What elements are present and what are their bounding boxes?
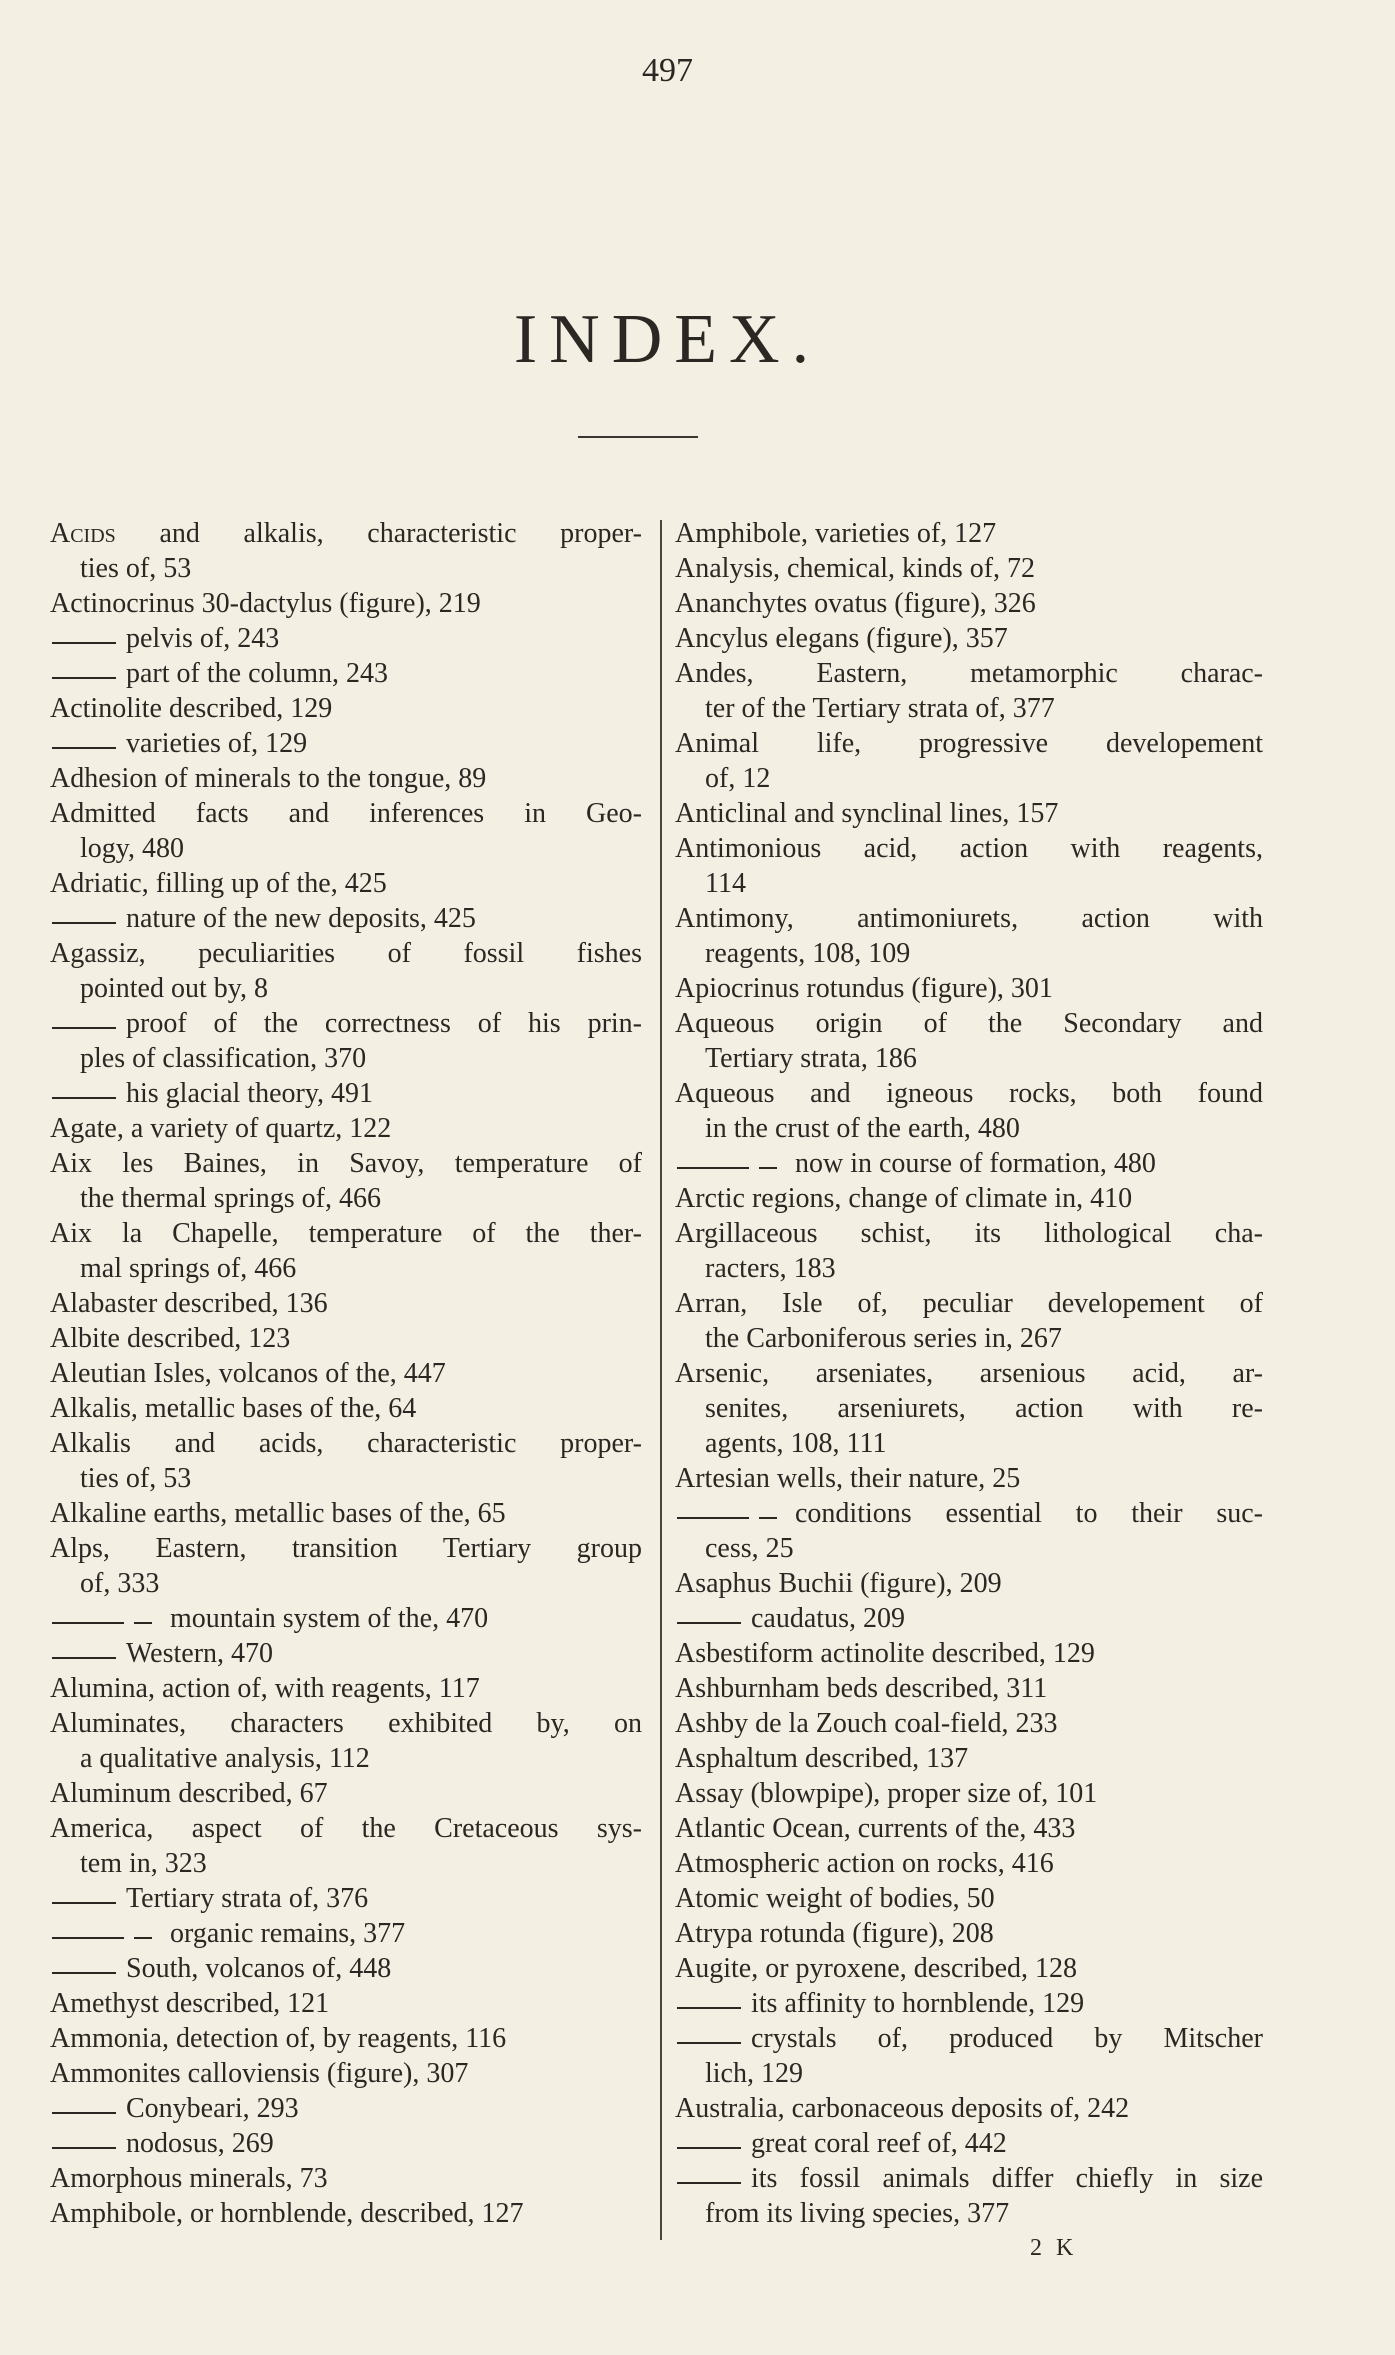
entry-text: 114 — [705, 868, 746, 899]
index-entry — [675, 796, 1263, 831]
entry-text: caudatus, 209 — [751, 1603, 905, 1634]
entry-text: proof of the correctness of his prin- — [126, 1008, 642, 1039]
index-entry-continuation — [50, 1846, 642, 1881]
index-entry-continuation — [675, 1251, 1263, 1286]
entry-text: of, 333 — [80, 1568, 160, 1599]
index-entry — [675, 1181, 1263, 1216]
index-entry — [50, 691, 642, 726]
entry-text: Atomic weight of bodies, 50 — [675, 1883, 995, 1914]
entry-text: ties of, 53 — [80, 1463, 192, 1494]
entry-text: varieties of, 129 — [126, 728, 308, 759]
ditto-dash — [52, 677, 116, 679]
entry-text: Conybeari, 293 — [126, 2093, 299, 2124]
entry-text: ties of, 53 — [80, 553, 192, 584]
index-entry — [50, 2056, 642, 2091]
index-subentry — [50, 1076, 642, 1111]
index-subentry — [50, 1916, 642, 1951]
index-entry — [50, 1811, 642, 1846]
signature-mark: 2 K — [1030, 2235, 1078, 2261]
index-entry — [675, 1706, 1263, 1741]
index-entry — [50, 1216, 642, 1251]
title-rule — [578, 436, 698, 438]
index-subentry — [675, 2021, 1263, 2056]
entry-text: Albite described, 123 — [50, 1323, 291, 1354]
index-subentry — [675, 1601, 1263, 1636]
index-entry — [675, 1881, 1263, 1916]
entry-text: Ammonites calloviensis (figure), 307 — [50, 2058, 469, 2089]
index-subentry — [50, 901, 642, 936]
index-entry — [50, 516, 642, 551]
ditto-dash — [52, 1937, 152, 1939]
entry-text: racters, 183 — [705, 1253, 836, 1284]
entry-text: of, 12 — [705, 763, 771, 794]
entry-text: Amorphous minerals, 73 — [50, 2163, 328, 2194]
index-entry — [675, 1006, 1263, 1041]
index-entry — [50, 2021, 642, 2056]
index-entry — [675, 1776, 1263, 1811]
index-subentry — [50, 1601, 642, 1636]
index-entry — [50, 1986, 642, 2021]
index-entry-continuation — [675, 936, 1263, 971]
entry-text: Andes, Eastern, metamorphic charac- — [675, 658, 1263, 689]
entry-text: Agate, a variety of quartz, 122 — [50, 1113, 392, 1144]
entry-text: his glacial theory, 491 — [126, 1078, 374, 1109]
ditto-dash — [677, 2182, 741, 2184]
entry-text: Aqueous and igneous rocks, both found — [675, 1078, 1263, 1109]
entry-text: its fossil animals differ chiefly in size — [751, 2163, 1263, 2194]
index-column-right — [675, 516, 1263, 2231]
index-entry-continuation — [675, 691, 1263, 726]
index-entry — [50, 1671, 642, 1706]
ditto-dash — [52, 1622, 152, 1624]
index-entry-continuation — [675, 1321, 1263, 1356]
index-entry — [675, 1216, 1263, 1251]
index-entry-continuation — [675, 1391, 1263, 1426]
index-column-left — [50, 516, 642, 2231]
index-entry — [675, 726, 1263, 761]
ditto-dash — [677, 1517, 777, 1519]
entry-text: ples of classification, 370 — [80, 1043, 367, 1074]
index-entry-continuation — [675, 866, 1263, 901]
entry-text: Ammonia, detection of, by reagents, 116 — [50, 2023, 507, 2054]
index-entry — [50, 1111, 642, 1146]
index-entry-continuation — [50, 971, 642, 1006]
entry-text: Australia, carbonaceous deposits of, 242 — [675, 2093, 1130, 2124]
index-entry — [675, 971, 1263, 1006]
entry-text: a qualitative analysis, 112 — [80, 1743, 370, 1774]
index-entry-continuation — [50, 1181, 642, 1216]
index-entry — [675, 1356, 1263, 1391]
entry-text: senites, arseniurets, action with re- — [705, 1393, 1263, 1424]
index-entry — [50, 866, 642, 901]
entry-text: pointed out by, 8 — [80, 973, 268, 1004]
entry-text: pelvis of, 243 — [126, 623, 280, 654]
index-entry — [675, 901, 1263, 936]
entry-text: Asaphus Buchii (figure), 209 — [675, 1568, 1002, 1599]
index-entry-continuation — [50, 551, 642, 586]
index-subentry — [50, 1951, 642, 1986]
index-subentry — [50, 2126, 642, 2161]
index-entry-continuation — [50, 1251, 642, 1286]
entry-text: conditions essential to their suc- — [795, 1498, 1263, 1529]
index-entry-continuation — [50, 1041, 642, 1076]
entry-text: Arctic regions, change of climate in, 410 — [675, 1183, 1133, 1214]
entry-text: nodosus, 269 — [126, 2128, 274, 2159]
entry-text: South, volcanos of, 448 — [126, 1953, 392, 1984]
index-entry — [675, 586, 1263, 621]
entry-text: Alps, Eastern, transition Tertiary group — [50, 1533, 642, 1564]
entry-text: Aleutian Isles, volcanos of the, 447 — [50, 1358, 446, 1389]
index-entry — [50, 761, 642, 796]
index-entry — [675, 1671, 1263, 1706]
entry-text: Atrypa rotunda (figure), 208 — [675, 1918, 994, 1949]
entry-text: nature of the new deposits, 425 — [126, 903, 476, 934]
index-subentry — [50, 656, 642, 691]
index-entry-continuation — [675, 2196, 1263, 2231]
entry-text: Augite, or pyroxene, described, 128 — [675, 1953, 1077, 1984]
entry-text: Adriatic, filling up of the, 425 — [50, 868, 387, 899]
index-subentry — [50, 726, 642, 761]
entry-text: ter of the Tertiary strata of, 377 — [705, 693, 1055, 724]
entry-text: Amphibole, varieties of, 127 — [675, 518, 997, 549]
entry-text: America, aspect of the Cretaceous sys- — [50, 1813, 642, 1844]
entry-text: tem in, 323 — [80, 1848, 207, 1879]
entry-text: Ashburnham beds described, 311 — [675, 1673, 1048, 1704]
entry-text: Animal life, progressive developement — [675, 728, 1263, 759]
index-subentry — [50, 1006, 642, 1041]
entry-text: lich, 129 — [705, 2058, 803, 2089]
entry-text: reagents, 108, 109 — [705, 938, 911, 969]
entry-text: Argillaceous schist, its lithological cha- — [675, 1218, 1263, 1249]
index-entry — [675, 516, 1263, 551]
index-entry-continuation — [675, 1111, 1263, 1146]
entry-text: Admitted facts and inferences in Geo- — [50, 798, 642, 829]
ditto-dash — [52, 1097, 116, 1099]
entry-text: Alabaster described, 136 — [50, 1288, 328, 1319]
index-subentry — [50, 621, 642, 656]
index-subentry — [675, 1146, 1263, 1181]
index-entry — [50, 1321, 642, 1356]
entry-text: now in course of formation, 480 — [795, 1148, 1156, 1179]
entry-lead-word: Acids — [50, 518, 116, 549]
index-entry — [675, 621, 1263, 656]
index-entry — [675, 1461, 1263, 1496]
ditto-dash — [677, 2147, 741, 2149]
index-entry — [675, 1076, 1263, 1111]
index-entry — [675, 1286, 1263, 1321]
entry-text: Artesian wells, their nature, 25 — [675, 1463, 1021, 1494]
index-entry-continuation — [675, 2056, 1263, 2091]
entry-text: the Carboniferous series in, 267 — [705, 1323, 1062, 1354]
entry-text: agents, 108, 111 — [705, 1428, 887, 1459]
ditto-dash — [52, 642, 116, 644]
index-entry — [50, 1286, 642, 1321]
entry-text: in the crust of the earth, 480 — [705, 1113, 1020, 1144]
ditto-dash — [52, 922, 116, 924]
entry-text: Aluminates, characters exhibited by, on — [50, 1708, 642, 1739]
entry-text: Assay (blowpipe), proper size of, 101 — [675, 1778, 1098, 1809]
index-entry — [675, 1811, 1263, 1846]
entry-text: great coral reef of, 442 — [751, 2128, 1007, 2159]
index-entry — [675, 1916, 1263, 1951]
index-entry — [675, 656, 1263, 691]
index-entry-continuation — [675, 1531, 1263, 1566]
index-entry — [50, 1356, 642, 1391]
index-subentry — [675, 1496, 1263, 1531]
ditto-dash — [52, 1657, 116, 1659]
entry-text: Aix les Baines, in Savoy, temperature of — [50, 1148, 642, 1179]
entry-text: Aluminum described, 67 — [50, 1778, 328, 1809]
index-entry — [50, 1391, 642, 1426]
entry-text: Amethyst described, 121 — [50, 1988, 330, 2019]
index-entry — [675, 831, 1263, 866]
index-entry — [50, 2161, 642, 2196]
index-entry-continuation — [675, 1426, 1263, 1461]
index-subentry — [675, 1986, 1263, 2021]
index-entry — [50, 1531, 642, 1566]
entry-text: Adhesion of minerals to the tongue, 89 — [50, 763, 487, 794]
index-entry — [50, 586, 642, 621]
index-entry — [50, 1706, 642, 1741]
page-number: 497 — [642, 52, 693, 89]
entry-text: Agassiz, peculiarities of fossil fishes — [50, 938, 642, 969]
index-subentry — [50, 2091, 642, 2126]
ditto-dash — [677, 2042, 741, 2044]
index-entry-continuation — [50, 1741, 642, 1776]
ditto-dash — [677, 1622, 741, 1624]
entry-text: Ananchytes ovatus (figure), 326 — [675, 588, 1036, 619]
entry-text: Amphibole, or hornblende, described, 127 — [50, 2198, 524, 2229]
ditto-dash — [677, 2007, 741, 2009]
index-entry — [675, 1636, 1263, 1671]
ditto-dash — [52, 2147, 116, 2149]
index-entry-continuation — [675, 761, 1263, 796]
entry-text: Alkalis, metallic bases of the, 64 — [50, 1393, 417, 1424]
entry-text: Antimonious acid, action with reagents, — [675, 833, 1263, 864]
entry-text: Tertiary strata of, 376 — [126, 1883, 369, 1914]
entry-text: from its living species, 377 — [705, 2198, 1010, 2229]
index-entry-continuation — [50, 1461, 642, 1496]
entry-text: Alkaline earths, metallic bases of the, 65 — [50, 1498, 506, 1529]
entry-text: Atlantic Ocean, currents of the, 433 — [675, 1813, 1076, 1844]
column-divider — [660, 520, 662, 2240]
index-entry — [675, 1566, 1263, 1601]
entry-text: part of the column, 243 — [126, 658, 389, 689]
entry-text: Apiocrinus rotundus (figure), 301 — [675, 973, 1053, 1004]
index-entry — [675, 2091, 1263, 2126]
index-entry — [50, 936, 642, 971]
index-entry — [50, 2196, 642, 2231]
entry-text: Alkalis and acids, characteristic proper- — [50, 1428, 642, 1459]
entry-text: Asbestiform actinolite described, 129 — [675, 1638, 1095, 1669]
index-entry — [675, 1846, 1263, 1881]
entry-text: Actinocrinus 30-dactylus (figure), 219 — [50, 588, 481, 619]
entry-text: Anticlinal and synclinal lines, 157 — [675, 798, 1059, 829]
index-entry-continuation — [50, 1566, 642, 1601]
index-entry — [50, 1146, 642, 1181]
entry-text: mal springs of, 466 — [80, 1253, 297, 1284]
index-entry-continuation — [50, 831, 642, 866]
index-entry — [675, 1951, 1263, 1986]
entry-text: the thermal springs of, 466 — [80, 1183, 381, 1214]
entry-text: Alumina, action of, with reagents, 117 — [50, 1673, 480, 1704]
entry-text: Antimony, antimoniurets, action with — [675, 903, 1263, 934]
entry-text: crystals of, produced by Mitscher — [751, 2023, 1263, 2054]
index-entry — [50, 796, 642, 831]
entry-text: and alkalis, characteristic proper- — [115, 518, 642, 549]
ditto-dash — [677, 1167, 777, 1169]
entry-text: Aix la Chapelle, temperature of the ther- — [50, 1218, 642, 1249]
entry-text: logy, 480 — [80, 833, 184, 864]
entry-text: mountain system of the, 470 — [170, 1603, 489, 1634]
ditto-dash — [52, 1027, 116, 1029]
entry-text: Ancylus elegans (figure), 357 — [675, 623, 1008, 654]
entry-text: Aqueous origin of the Secondary and — [675, 1008, 1263, 1039]
entry-text: Atmospheric action on rocks, 416 — [675, 1848, 1054, 1879]
index-entry-continuation — [675, 1041, 1263, 1076]
index-entry — [50, 1776, 642, 1811]
entry-text: Asphaltum described, 137 — [675, 1743, 969, 1774]
ditto-dash — [52, 1902, 116, 1904]
index-subentry — [675, 2161, 1263, 2196]
index-entry — [675, 551, 1263, 586]
entry-text: Arran, Isle of, peculiar developement of — [675, 1288, 1263, 1319]
index-subentry — [50, 1636, 642, 1671]
entry-text: Ashby de la Zouch coal-field, 233 — [675, 1708, 1058, 1739]
ditto-dash — [52, 2112, 116, 2114]
entry-text: Analysis, chemical, kinds of, 72 — [675, 553, 1036, 584]
entry-text: its affinity to hornblende, 129 — [751, 1988, 1085, 2019]
page-title: INDEX. — [513, 301, 822, 378]
entry-text: Tertiary strata, 186 — [705, 1043, 917, 1074]
entry-text: cess, 25 — [705, 1533, 794, 1564]
index-subentry — [50, 1881, 642, 1916]
entry-text: organic remains, 377 — [170, 1918, 406, 1949]
index-entry — [50, 1426, 642, 1461]
index-subentry — [675, 2126, 1263, 2161]
entry-text: Actinolite described, 129 — [50, 693, 333, 724]
index-entry — [50, 1496, 642, 1531]
ditto-dash — [52, 1972, 116, 1974]
entry-text: Arsenic, arseniates, arsenious acid, ar- — [675, 1358, 1263, 1389]
ditto-dash — [52, 747, 116, 749]
entry-text: Western, 470 — [126, 1638, 274, 1669]
index-entry — [675, 1741, 1263, 1776]
